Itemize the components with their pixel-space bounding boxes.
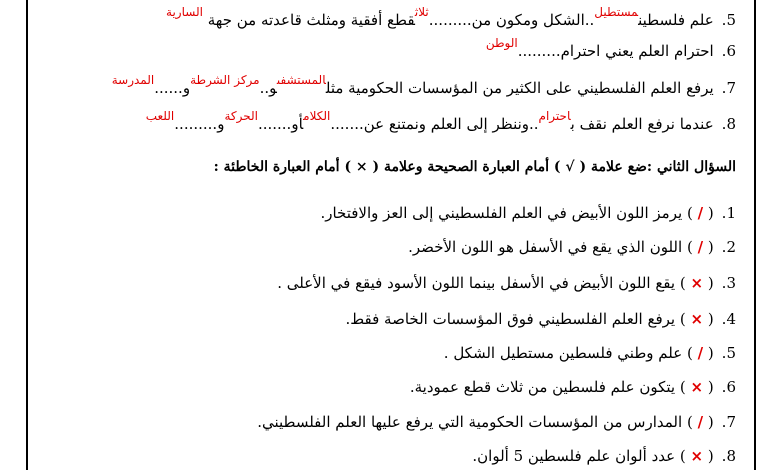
answer-text: المستشفى <box>276 73 326 87</box>
fill-item-5: 5.علم فلسطين$^{مستطيل}$..الشكل ومكون من.........$^{ثلاث}$قطع أفقية ومثلث قاعدته من جهة $^{السارية}$ <box>166 5 736 29</box>
answer-text: ثلاث <box>414 5 429 19</box>
answer-text: مستطيل <box>594 5 639 19</box>
answer-text: السارية <box>166 5 203 19</box>
answer-mark: × <box>690 378 704 396</box>
left-border-line <box>26 0 28 470</box>
answer-mark: × <box>690 447 704 465</box>
answer-mark: / <box>697 238 704 256</box>
answer-mark: / <box>697 413 704 431</box>
tf-item-1: 1.( / ) يرمز اللون الأبيض في العلم الفلسطيني إلى العز والافتخار. <box>320 204 736 222</box>
fill-item-6: 6.احترام العلم يعني احترام.........$^{الوطن}$ <box>485 36 736 60</box>
answer-text: الوطن <box>485 36 518 50</box>
tf-item-7: 7.( / ) المدارس من المؤسسات الحكومية التي يرفع عليها العلم الفلسطيني. <box>257 413 736 431</box>
fill-item-7: 7.يرفع العلم الفلسطيني على الكثير من المؤسسات الحكومية مثل$^{المستشفى}$و..$^{مركز الشرطة}$و......$^{المدرسة}$ <box>111 73 736 97</box>
answer-mark: / <box>697 204 704 222</box>
right-border-line <box>754 0 756 470</box>
answer-mark: × <box>690 274 704 292</box>
answer-text: مركز الشرطة <box>190 73 260 87</box>
tf-item-8: 8.( × ) عدد ألوان علم فلسطين 5 ألوان. <box>472 447 736 465</box>
question-two-title: السؤال الثاني :ضع علامة ( √ ) أمام العبارة الصحيحة وعلامة ( × ) أمام العبارة الخاطئة : <box>213 159 736 175</box>
answer-text: احترام <box>538 109 571 123</box>
tf-item-2: 2.( / ) اللون الذي يقع في الأسفل هو اللون الأخضر. <box>408 238 736 256</box>
answer-text: الكلام <box>303 109 331 123</box>
tf-item-6: 6.( × ) يتكون علم فلسطين من ثلاث قطع عمودية. <box>409 378 736 396</box>
fill-item-8: 8.عندما نرفع العلم نقف ب$^{احترام}$..وننظر إلى العلم ونمتنع عن.......$^{الكلام}$أو.......$^{الحركة}$و.........$^{اللعب}$ <box>145 109 736 133</box>
tf-item-4: 4.( × ) يرفع العلم الفلسطيني فوق المؤسسات الخاصة فقط. <box>345 310 736 328</box>
answer-mark: × <box>690 310 704 328</box>
answer-text: اللعب <box>145 109 175 123</box>
tf-item-5: 5.( / ) علم وطني فلسطين مستطيل الشكل . <box>443 344 736 362</box>
tf-item-3: 3.( × ) يقع اللون الأبيض في الأسفل بينما اللون الأسود فيقع في الأعلى . <box>277 274 736 292</box>
answer-text: الحركة <box>224 109 258 123</box>
answer-text: المدرسة <box>111 73 155 87</box>
answer-mark: / <box>697 344 704 362</box>
